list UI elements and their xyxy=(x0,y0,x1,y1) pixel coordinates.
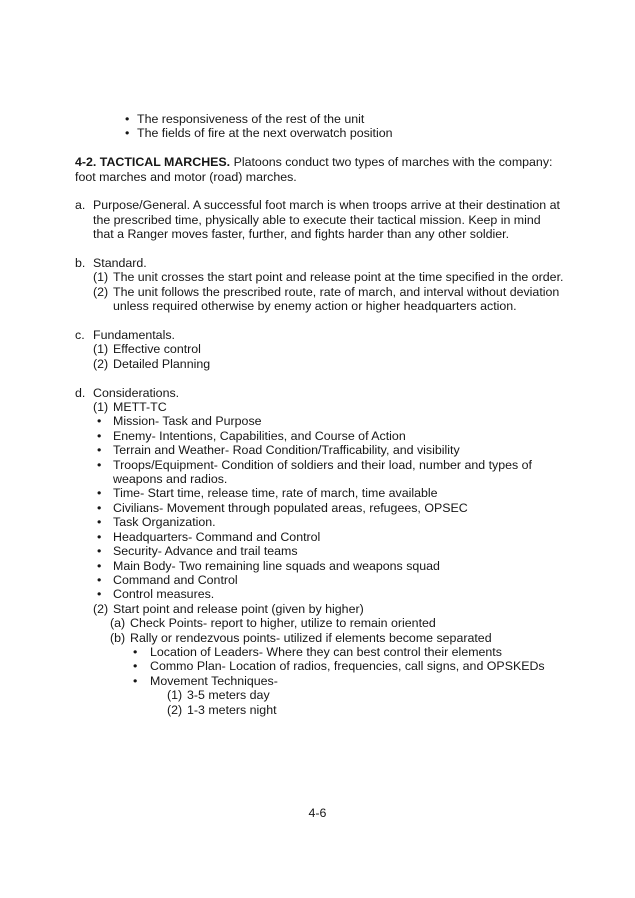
bullet-item xyxy=(75,458,564,487)
list-marker: d. xyxy=(75,385,86,400)
bullet-item xyxy=(75,515,564,529)
list-marker: (2) xyxy=(167,702,183,717)
bullet-icon: • xyxy=(97,572,102,587)
bullet-item xyxy=(75,443,564,457)
bullet-item xyxy=(75,414,564,428)
doc-text: Standard. xyxy=(93,256,147,271)
bullet-icon: • xyxy=(125,126,130,141)
doc-text: 1-3 meters night xyxy=(187,702,277,717)
bullet-icon: • xyxy=(97,486,102,501)
list-item xyxy=(75,256,564,270)
list-marker: c. xyxy=(75,328,85,343)
list-item xyxy=(75,386,564,400)
list-item xyxy=(75,357,564,371)
doc-text: Start point and release point (given by higher) xyxy=(113,601,364,616)
doc-text: Control measures. xyxy=(113,587,215,602)
bullet-icon: • xyxy=(97,500,102,515)
bullet-item xyxy=(75,559,564,573)
doc-text: Enemy- Intentions, Capabilities, and Course of Action xyxy=(113,428,406,443)
doc-text: Main Body- Two remaining line squads and weapons squad xyxy=(113,558,440,573)
paragraph xyxy=(75,155,564,184)
list-marker: (2) xyxy=(93,284,109,299)
doc-text: Purpose/General. A successful foot march is when troops arrive at their destination at the prescribed time, physically able to execute their tactical mission. Keep in mind that a Ranger moves faster, further, and fights harder than any other soldier. xyxy=(93,198,560,242)
bullet-item xyxy=(75,530,564,544)
bullet-icon: • xyxy=(133,673,138,688)
page-number: 4-6 xyxy=(308,806,327,820)
bullet-item xyxy=(75,429,564,443)
doc-text: Troops/Equipment- Condition of soldiers and their load, number and types of weapons and radios. xyxy=(113,457,532,487)
doc-text: Terrain and Weather- Road Condition/Trafficability, and visibility xyxy=(113,443,460,458)
document-body xyxy=(75,112,564,717)
doc-text: Location of Leaders- Where they can best control their elements xyxy=(150,644,502,659)
bullet-item xyxy=(75,501,564,515)
list-item xyxy=(75,328,564,342)
doc-text: Commo Plan- Location of radios, frequencies, call signs, and OPSKEDs xyxy=(150,659,545,674)
doc-text: Detailed Planning xyxy=(113,356,211,371)
list-item xyxy=(75,342,564,356)
bullet-icon: • xyxy=(97,443,102,458)
list-marker: (b) xyxy=(110,630,126,645)
list-marker: (2) xyxy=(93,356,109,371)
doc-text: Fundamentals. xyxy=(93,328,175,343)
list-marker: (1) xyxy=(93,342,109,357)
bullet-item xyxy=(75,659,564,673)
list-item xyxy=(75,688,564,702)
bullet-icon: • xyxy=(97,515,102,530)
bullet-item xyxy=(75,544,564,558)
doc-text: The responsiveness of the rest of the unit xyxy=(137,112,365,126)
doc-text: Time- Start time, release time, rate of march, time available xyxy=(113,486,438,501)
list-marker: a. xyxy=(75,198,86,213)
bullet-item xyxy=(75,674,564,688)
bullet-item xyxy=(75,112,564,126)
section-heading: 4-2. TACTICAL MARCHES. xyxy=(75,155,231,170)
list-marker: (1) xyxy=(93,270,109,285)
list-marker: b. xyxy=(75,256,86,271)
doc-text: Movement Techniques- xyxy=(150,673,278,688)
bullet-icon: • xyxy=(97,558,102,573)
list-item xyxy=(75,616,564,630)
bullet-icon: • xyxy=(133,659,138,674)
list-marker: (2) xyxy=(93,601,109,616)
list-item xyxy=(75,631,564,645)
doc-text: The fields of fire at the next overwatch position xyxy=(137,126,393,141)
bullet-item xyxy=(75,645,564,659)
doc-text: Mission- Task and Purpose xyxy=(113,414,262,429)
bullet-icon: • xyxy=(97,587,102,602)
doc-text: Check Points- report to higher, utilize to remain oriented xyxy=(130,616,436,631)
list-item xyxy=(75,400,564,414)
bullet-item xyxy=(75,126,564,140)
doc-text: The unit crosses the start point and release point at the time specified in the order. xyxy=(113,270,564,285)
list-item xyxy=(75,602,564,616)
bullet-icon: • xyxy=(97,428,102,443)
doc-text: Effective control xyxy=(113,342,201,357)
bullet-icon: • xyxy=(125,112,130,126)
bullet-icon: • xyxy=(97,529,102,544)
list-marker: (1) xyxy=(167,688,183,703)
bullet-icon: • xyxy=(133,644,138,659)
doc-text: Platoons conduct two types of marches with the company: foot marches and motor (road) marches. xyxy=(75,155,553,184)
bullet-item xyxy=(75,486,564,500)
doc-text: 3-5 meters day xyxy=(187,688,270,703)
list-item xyxy=(75,198,564,241)
bullet-icon: • xyxy=(97,457,102,472)
list-item xyxy=(75,285,564,314)
list-marker: (1) xyxy=(93,400,109,415)
doc-text: Civilians- Movement through populated areas, refugees, OPSEC xyxy=(113,500,468,515)
bullet-item xyxy=(75,573,564,587)
doc-text: Command and Control xyxy=(113,572,238,587)
doc-text: The unit follows the prescribed route, rate of march, and interval without deviation unless required otherwise by enemy action or higher headquarters action. xyxy=(113,284,560,314)
doc-text: Rally or rendezvous points- utilized if elements become separated xyxy=(130,630,492,645)
doc-text: METT-TC xyxy=(113,400,167,415)
list-marker: (a) xyxy=(110,616,126,631)
bullet-item xyxy=(75,587,564,601)
doc-text: Security- Advance and trail teams xyxy=(113,544,298,559)
doc-text: Headquarters- Command and Control xyxy=(113,529,321,544)
bullet-icon: • xyxy=(97,544,102,559)
bullet-icon: • xyxy=(97,414,102,429)
doc-text: Task Organization. xyxy=(113,515,216,530)
list-item xyxy=(75,270,564,284)
list-item xyxy=(75,703,564,717)
doc-text: Considerations. xyxy=(93,385,180,400)
